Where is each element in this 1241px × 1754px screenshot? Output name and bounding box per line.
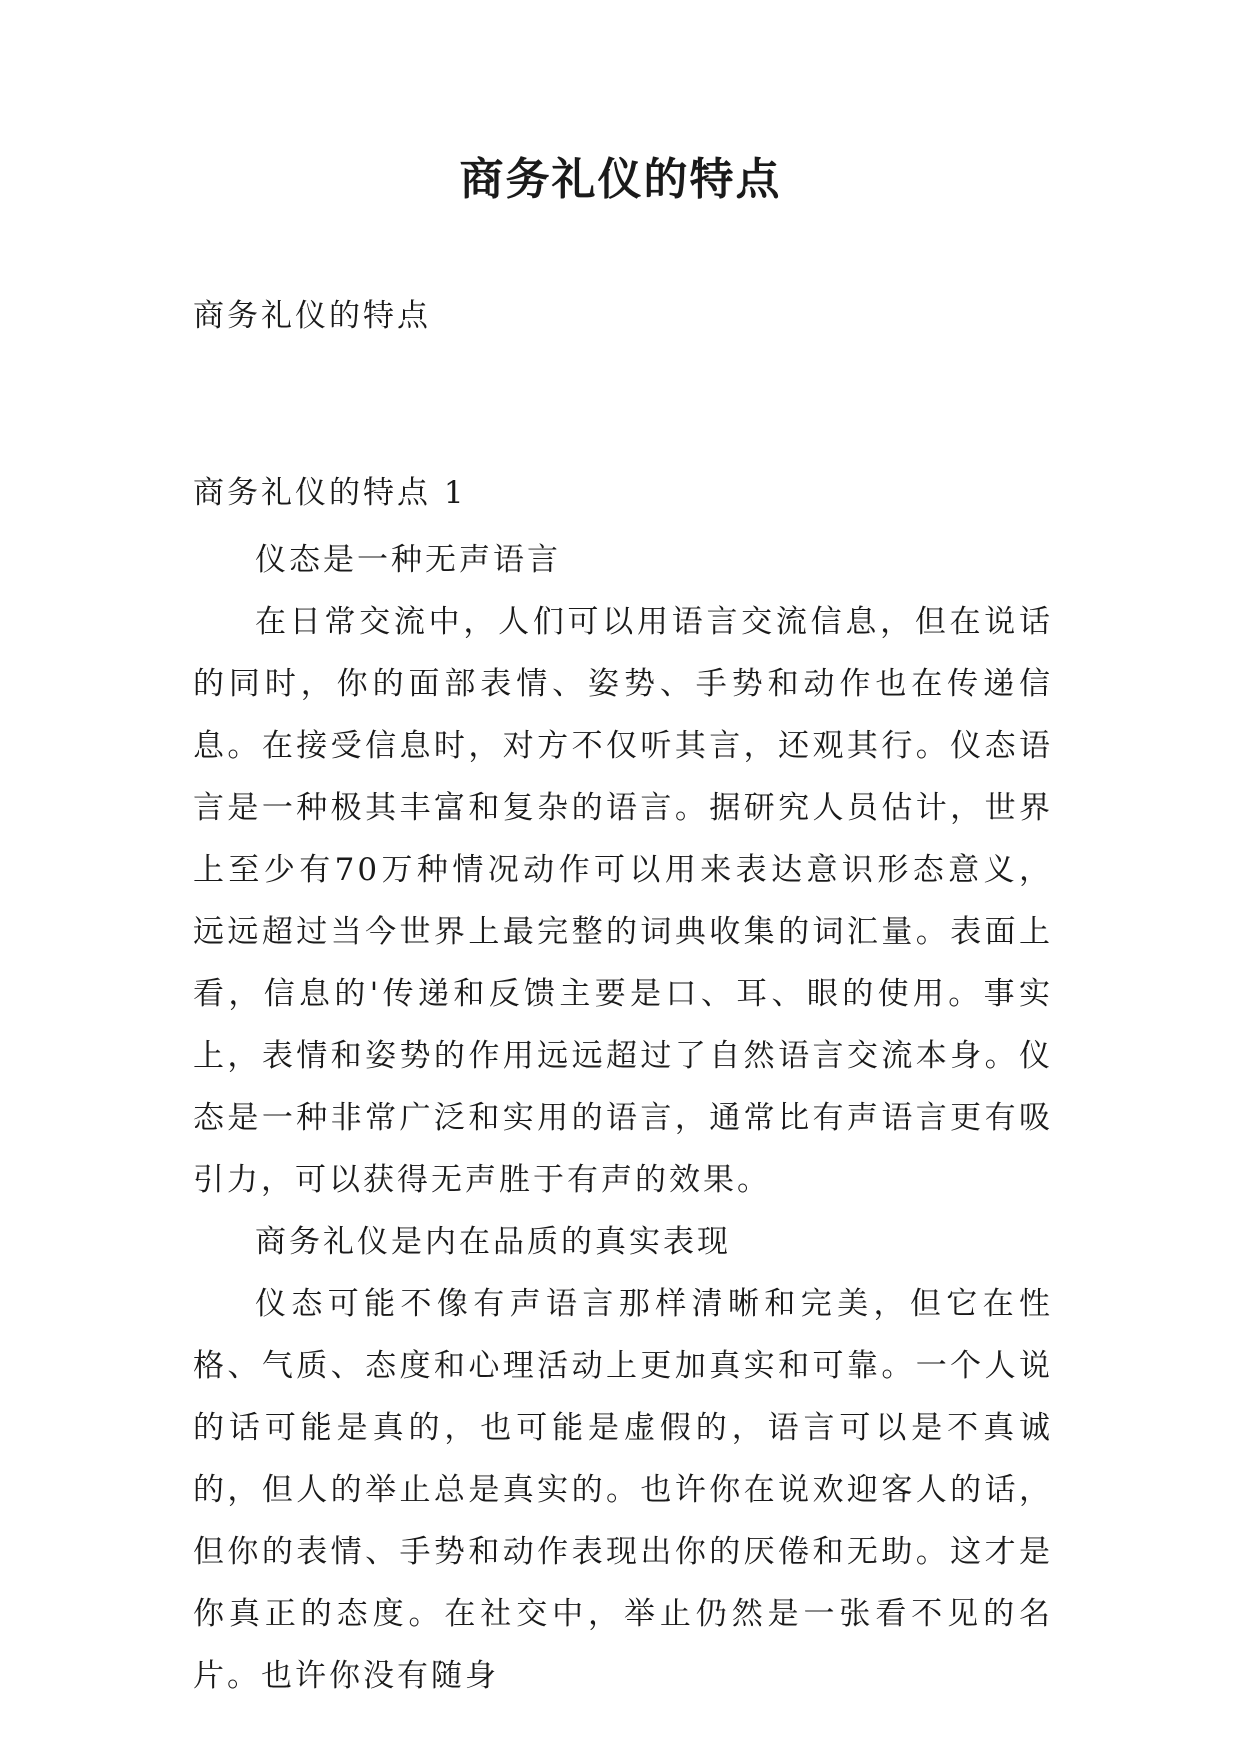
document-title: 商务礼仪的特点 [459, 154, 782, 205]
section-content [193, 529, 1053, 1707]
paragraph-body-inner-quality: 仪态可能不像有声语言那样清晰和完美，但它在性格、气质、态度和心理活动上更加真实和可靠。一个人说的话可能是真的，也可能是虚假的，语言可以是不真诚的，但人的举止总是真实的。也许你在说欢迎客人的话，但你的表情、手势和动作表现出你的厌倦和无助。这才是你真正的态度。在社交中，举止仍然是一张看不见的名片。也许你没有随身 [193, 1286, 1053, 1694]
section-heading: 商务礼仪的特点 1 [193, 475, 467, 511]
paragraph-heading-inner-quality: 商务礼仪是内在品质的真实表现 [255, 1224, 731, 1260]
paragraph-body-silent-language: 在日常交流中，人们可以用语言交流信息，但在说话的同时，你的面部表情、姿势、手势和动作也在传递信息。在接受信息时，对方不仅听其言，还观其行。仪态语言是一种极其丰富和复杂的语言。据研究人员估计，世界上至少有70万种情况动作可以用来表达意识形态意义，远远超过当今世界上最完整的词典收集的词汇量。表面上看，信息的'传递和反馈主要是口、耳、眼的使用。事实上，表情和姿势的作用远远超过了自然语言交流本身。仪态是一种非常广泛和实用的语言，通常比有声语言更有吸引力，可以获得无声胜于有声的效果。 [193, 604, 1053, 1198]
document-subtitle: 商务礼仪的特点 [193, 298, 431, 334]
paragraph-heading-silent-language: 仪态是一种无声语言 [255, 542, 561, 578]
